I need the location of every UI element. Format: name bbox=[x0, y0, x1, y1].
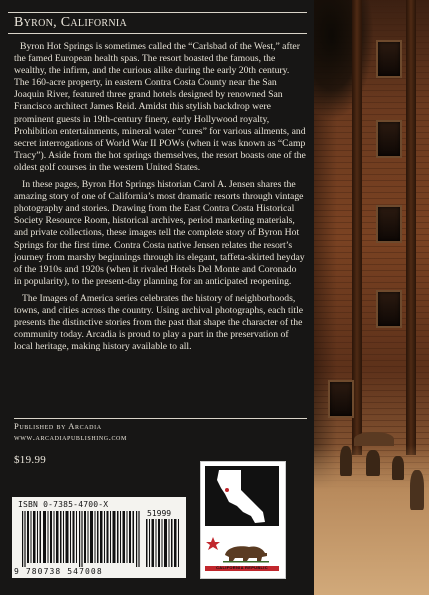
california-panel bbox=[200, 461, 286, 579]
resort-photo bbox=[314, 0, 429, 595]
guest-figure bbox=[340, 446, 352, 476]
building-window bbox=[376, 120, 402, 158]
publisher-info bbox=[14, 421, 127, 443]
california-flag bbox=[205, 533, 279, 571]
header-divider bbox=[8, 33, 307, 34]
isbn-text: ISBN 0-7385-4700-X bbox=[18, 500, 109, 509]
building-pillar bbox=[406, 0, 416, 455]
price-barcode bbox=[146, 519, 180, 567]
flag-caption: CALIFORNIA REPUBLIC bbox=[216, 565, 268, 570]
umbrella-shape bbox=[354, 432, 394, 446]
ean-digits: 9 780738 547008 bbox=[14, 567, 103, 576]
california-map bbox=[205, 466, 279, 526]
building-window bbox=[328, 380, 354, 418]
guest-figure bbox=[392, 456, 404, 480]
guest-figure bbox=[366, 450, 380, 476]
publisher-website: www.arcadiapublishing.com bbox=[14, 432, 127, 442]
price-label: $19.99 bbox=[14, 454, 47, 466]
building-window bbox=[376, 40, 402, 78]
barcode-panel bbox=[12, 497, 186, 578]
header-divider bbox=[8, 12, 307, 13]
description-text bbox=[14, 41, 306, 358]
building-window bbox=[376, 290, 402, 328]
publisher-divider bbox=[14, 418, 307, 419]
paragraph: Byron Hot Springs is sometimes called the “Carlsbad of the West,” after the famed European health spas. The resort boasted the famous, the wealthy, the infirm, and the curious alike during the early 20th century. The 160-acre property, in eastern Contra Costa County near the San Joaquin River, featured three grand hotels designed by renowned San Francisco architect James Reid. Amidst this stylish backdrop were prominent guests in 19th-century finery, early Hollywood royalty, Prohibition entertainments, mineral water “cures” for various ailments, and secret interrogations of World War II POWs (when it was known as “Camp Tracy”). Aside from the hot springs themselves, the resort boasts one of the oldest golf courses in the western United States. bbox=[14, 41, 306, 173]
california-outline-icon bbox=[205, 466, 279, 526]
chair-shape bbox=[410, 470, 424, 510]
ean-barcode bbox=[22, 511, 140, 567]
location-marker-icon bbox=[225, 488, 229, 492]
location-heading: Byron, California bbox=[14, 15, 127, 30]
publisher-name: Published by Arcadia bbox=[14, 421, 102, 431]
palm-tree-silhouette bbox=[314, 0, 374, 120]
price-code-text: 51999 bbox=[147, 509, 172, 518]
paragraph: The Images of America series celebrates the history of neighborhoods, towns, and cities across the country. Using archival photographs, each title presents the distinctive stories from the past that shape the character of the community today. Arcadia is proud to play a part in the preservation of local heritage, making history available to all. bbox=[14, 292, 304, 353]
building-window bbox=[376, 205, 402, 243]
paragraph: In these pages, Byron Hot Springs historian Carol A. Jensen shares the amazing story of one of California’s most dramatic resorts through vintage photography and stories. Drawing from the East Contra Costa Historical Society Resource Room, historical archives, period marketing materials, and private collections, these images tell the complete story of Byron Hot Springs for the first time. Contra Costa native Jensen relates the resort’s journey from marshy beginnings through its elegant, taffeta-skirted heyday of the 1910s and 1920s (when it rivaled Hotels Del Monte and Coronado in popularity), to the present-day planning for an anticipated reopening. bbox=[14, 179, 305, 287]
